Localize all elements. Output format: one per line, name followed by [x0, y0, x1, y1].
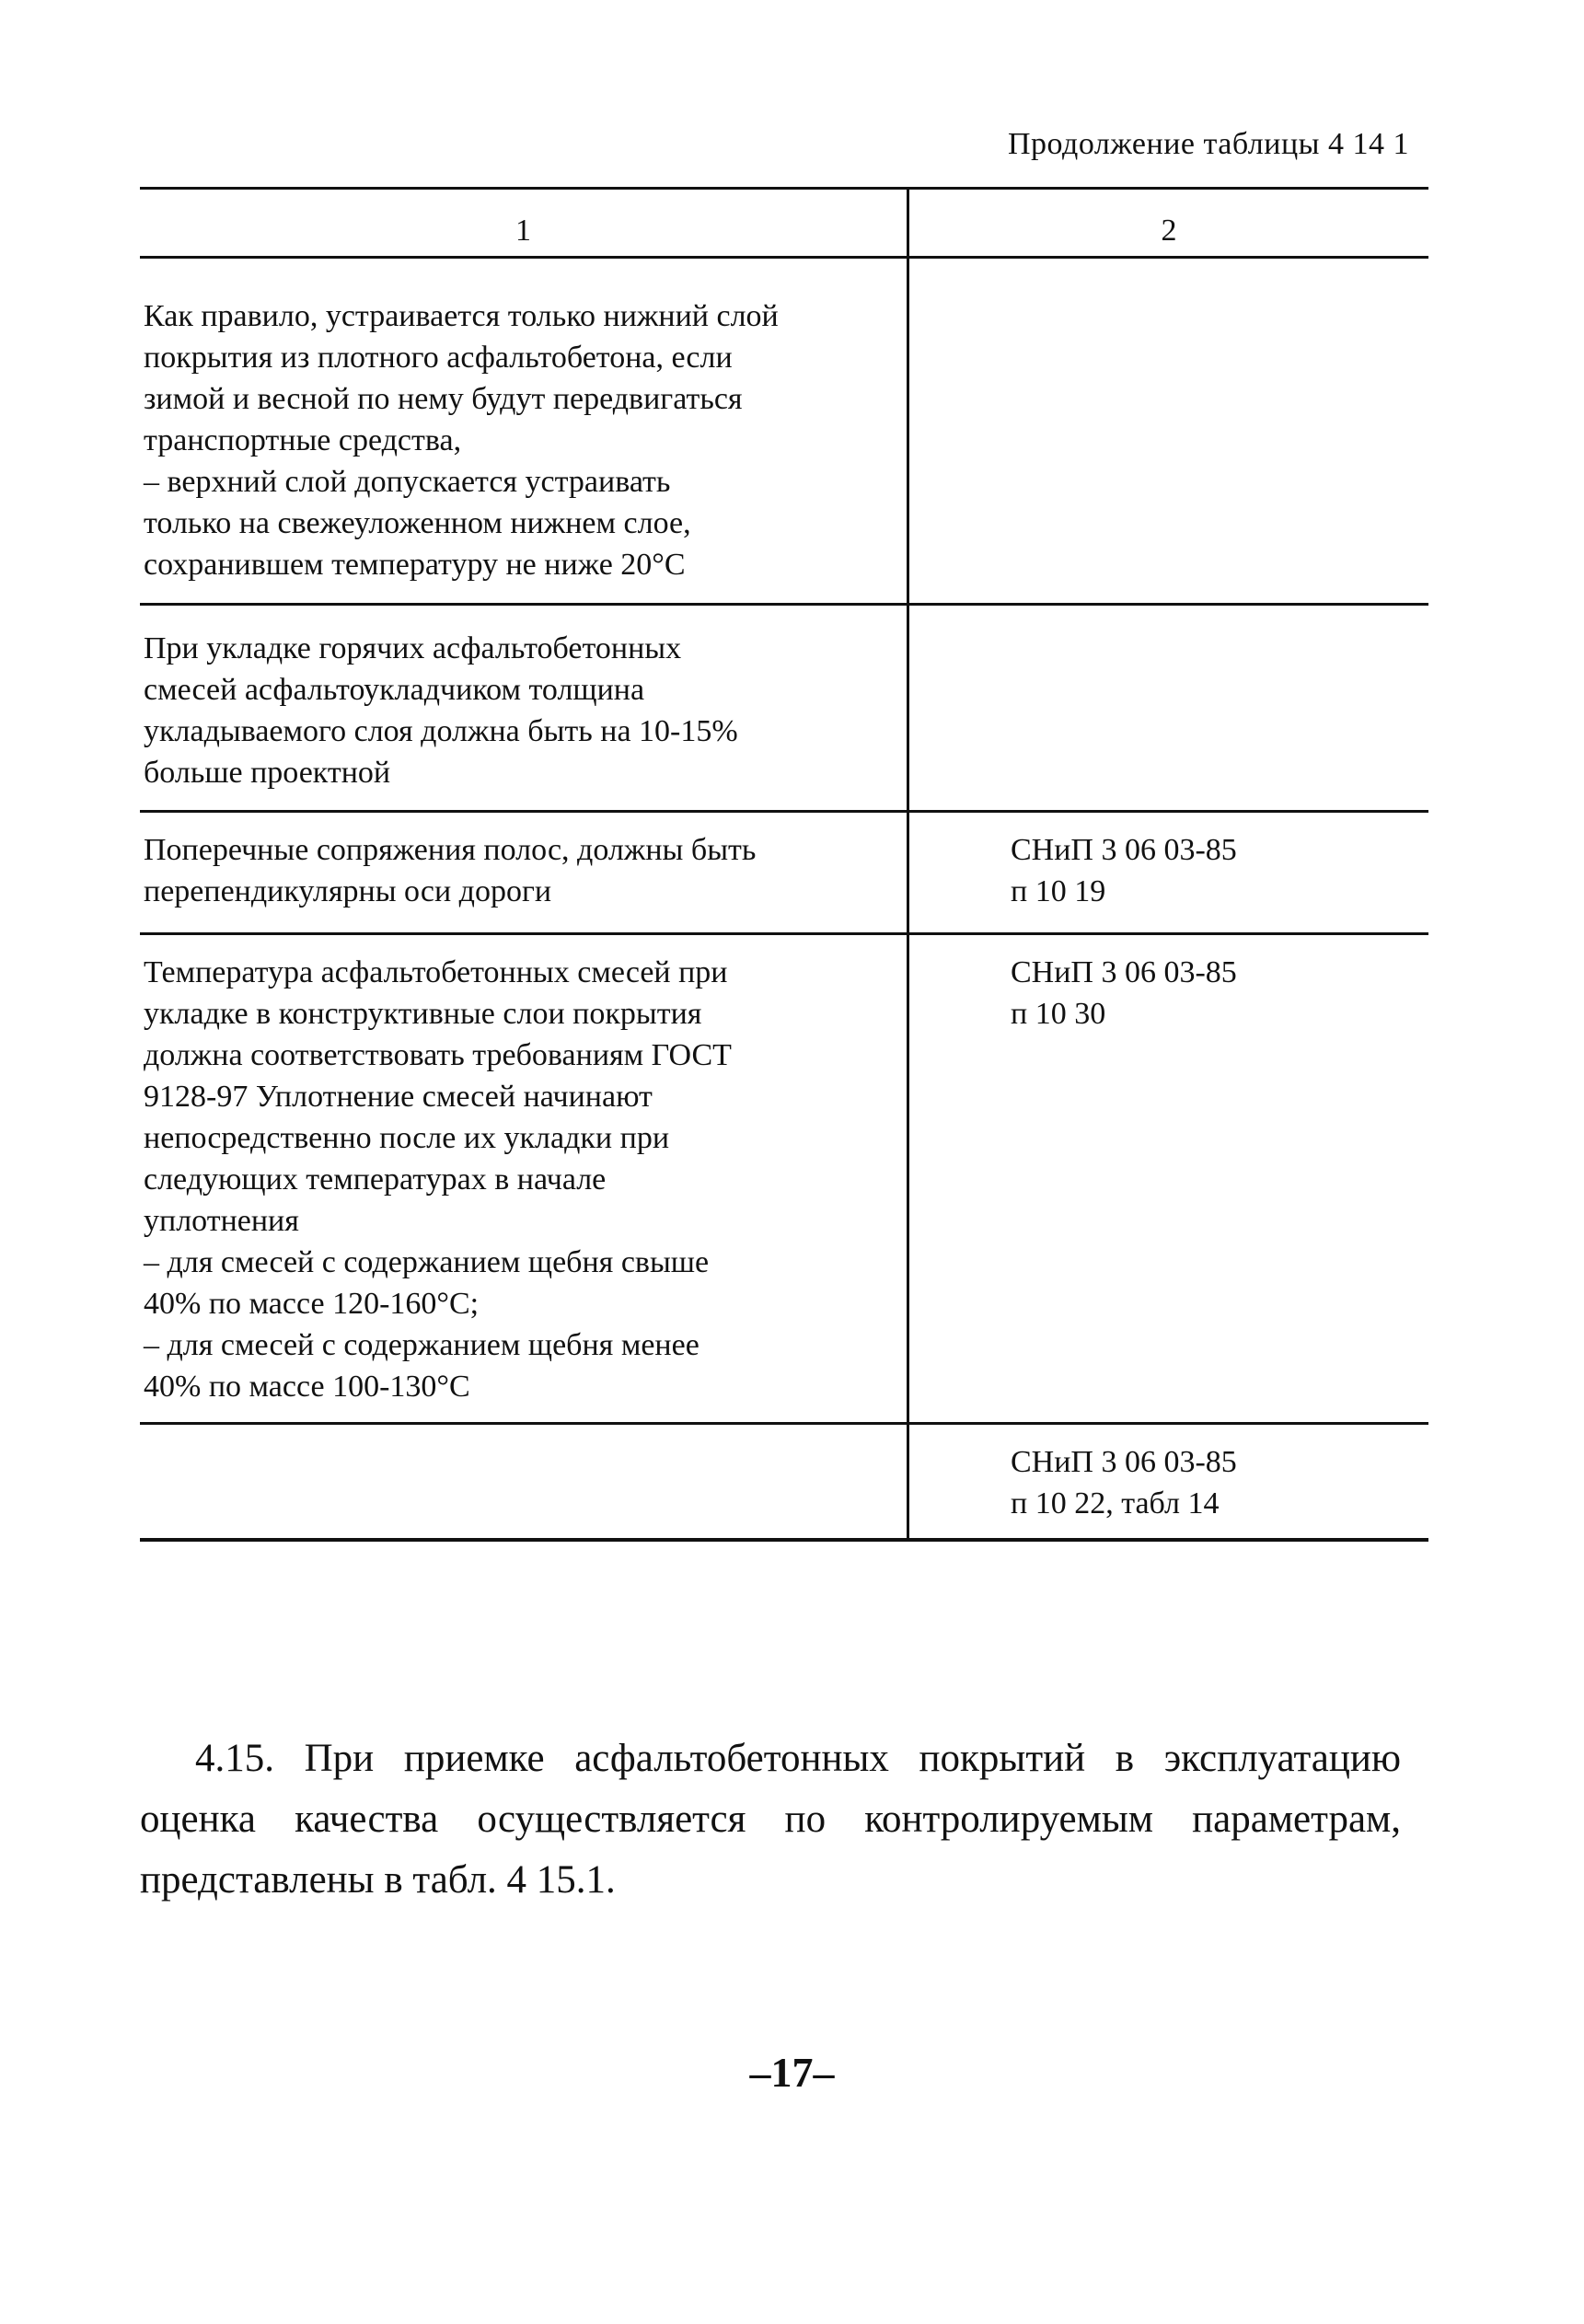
row-1-requirement [140, 259, 909, 603]
table-header-row [140, 187, 1428, 259]
row-3-reference [909, 813, 1428, 932]
header-col-1: 1 [140, 190, 909, 256]
table-row [140, 935, 1428, 1425]
text-line: При укладке горячих асфальтобетонных [144, 631, 682, 665]
text-line: 9128-97 Уплотнение смесей начинают [144, 1080, 653, 1114]
text-line: Температура асфальтобетонных смесей при [144, 955, 728, 989]
table-caption: Продолжение таблицы 4 14 1 [1007, 127, 1409, 161]
text-line: должна соответствовать требованиям ГОСТ [144, 1038, 732, 1072]
reference-line: СНиП 3 06 03-85 [1011, 1445, 1237, 1479]
row-5-reference [909, 1425, 1428, 1538]
table-row [140, 1425, 1428, 1542]
text-line: покрытия из плотного асфальтобетона, если [144, 341, 733, 375]
row-4-requirement [140, 935, 909, 1422]
reference-line: п 10 30 [1011, 997, 1106, 1031]
text-line: смесей асфальтоукладчиком толщина [144, 673, 645, 707]
requirements-table [140, 187, 1428, 1542]
row-5-requirement [140, 1425, 909, 1538]
text-line: перепендикулярны оси дороги [144, 874, 552, 908]
text-line: зимой и весной по нему будут передвигаться [144, 382, 743, 416]
row-2-reference [909, 606, 1428, 810]
table-row [140, 606, 1428, 813]
row-3-requirement [140, 813, 909, 932]
text-line: укладываемого слоя должна быть на 10-15% [144, 714, 738, 748]
text-line: – верхний слой допускается устраивать [144, 465, 671, 499]
table-row [140, 259, 1428, 606]
text-line: – для смесей с содержанием щебня свыше [144, 1245, 710, 1279]
reference-line: п 10 19 [1011, 874, 1106, 908]
text-line: 40% по массе 100-130°С [144, 1370, 470, 1404]
reference-line: СНиП 3 06 03-85 [1011, 833, 1237, 867]
page-number: –17– [749, 2049, 835, 2096]
text-line: укладке в конструктивные слои покрытия [144, 997, 702, 1031]
text-line: Как правило, устраивается только нижний слой [144, 299, 779, 333]
header-col-2: 2 [1161, 214, 1177, 248]
text-line: Поперечные сопряжения полос, должны быть [144, 833, 757, 867]
text-line: только на свежеуложенном нижнем слое, [144, 506, 691, 540]
row-2-requirement [140, 606, 909, 810]
reference-line: п 10 22, табл 14 [1011, 1486, 1220, 1520]
table-row [140, 813, 1428, 935]
text-line: непосредственно после их укладки при [144, 1121, 670, 1155]
text-line: больше проектной [144, 756, 391, 790]
reference-line: СНиП 3 06 03-85 [1011, 955, 1237, 989]
text-line: следующих температурах в начале [144, 1162, 607, 1197]
text-line: – для смесей с содержанием щебня менее [144, 1328, 700, 1362]
body-paragraph: 4.15. При приемке асфальтобетонных покрытий в эксплуатацию оценка качества осуществляется по контролируемым параметрам, представлены в табл. 4 15.1. [140, 1737, 1401, 1902]
row-1-reference [909, 259, 1428, 603]
text-line: 40% по массе 120-160°С; [144, 1287, 480, 1321]
text-line: уплотнения [144, 1204, 299, 1238]
text-line: транспортные средства, [144, 423, 462, 457]
text-line: сохранившем температуру не ниже 20°С [144, 548, 686, 582]
row-4-reference [909, 935, 1428, 1422]
